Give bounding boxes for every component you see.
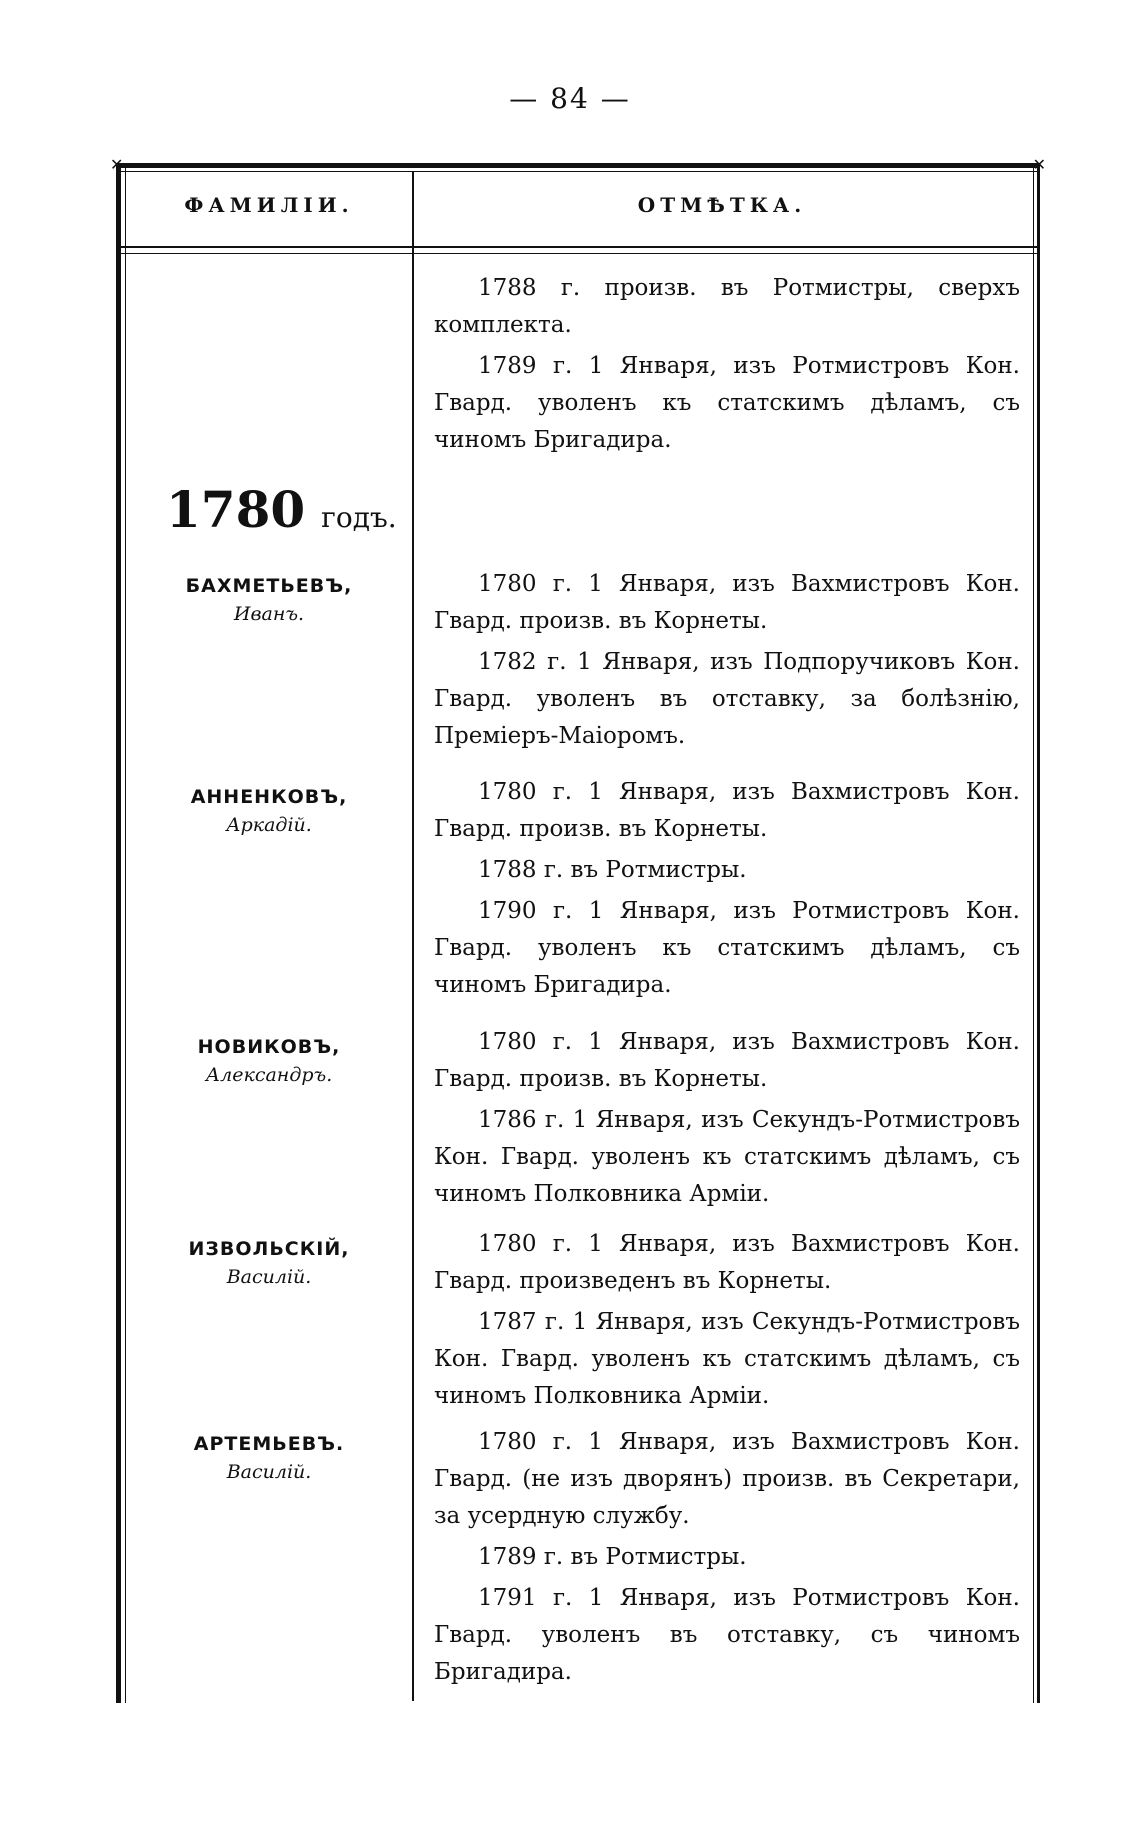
note-paragraph: 1780 г. 1 Января, изъ Вахмистровъ Кон. Гвард. произв. въ Корнеты. <box>434 779 1020 842</box>
note-paragraph: 1780 г. 1 Января, изъ Вахмистровъ Кон. Гвард. произв. въ Корнеты. <box>434 1029 1020 1092</box>
entry-notes <box>434 1024 1020 1217</box>
note-paragraph: 1780 г. 1 Января, изъ Вахмистровъ Кон. Гвард. произведенъ въ Корнеты. <box>434 1231 1020 1294</box>
note-paragraph: 1786 г. 1 Января, изъ Секундъ-Ротмистровъ Кон. Гвард. уволенъ къ статскимъ дѣламъ, съ чиномъ Полковника Армiи. <box>434 1107 1020 1207</box>
given-name: Аркадiй. <box>226 814 312 836</box>
note-paragraph: 1787 г. 1 Января, изъ Секундъ-Ротмистровъ Кон. Гвард. уволенъ къ статскимъ дѣламъ, съ чиномъ Полковника Армiи. <box>434 1309 1020 1409</box>
person-name <box>126 1036 412 1086</box>
given-name: Иванъ. <box>233 603 305 625</box>
person-name <box>126 1238 412 1288</box>
surname: БАХМЕТЬЕВЪ, <box>185 575 353 597</box>
note-paragraph: 1789 г. въ Ротмистры. <box>478 1544 747 1570</box>
surname: НОВИКОВЪ, <box>197 1036 341 1058</box>
header-rule <box>116 246 1040 248</box>
given-name: Александръ. <box>205 1064 333 1086</box>
column-divider <box>412 171 414 1701</box>
entry-notes <box>434 566 1020 759</box>
note-paragraph: 1789 г. 1 Января, изъ Ротмистровъ Кон. Гвард. уволенъ къ статскимъ дѣламъ, съ чиномъ Бригадира. <box>434 353 1020 453</box>
note-paragraph: 1790 г. 1 Января, изъ Ротмистровъ Кон. Гвард. уволенъ къ статскимъ дѣламъ, съ чиномъ Бригадира. <box>434 898 1020 998</box>
person-name <box>126 786 412 836</box>
entry-notes <box>434 774 1020 1008</box>
header-rule-thin <box>116 253 1040 254</box>
right-border <box>1037 163 1040 1703</box>
page-number: — 84 — <box>509 82 631 115</box>
right-border-thin <box>1033 163 1034 1703</box>
note-paragraph: 1780 г. 1 Января, изъ Вахмистровъ Кон. Гвард. произв. въ Корнеты. <box>434 571 1020 634</box>
top-rule-thin <box>116 171 1040 172</box>
column-header-notes: ОТМѢТКА. <box>637 193 807 217</box>
surname: ИЗВОЛЬСКIЙ, <box>188 1238 350 1260</box>
given-name: Василiй. <box>226 1266 312 1288</box>
year-number: 1780 <box>166 480 306 539</box>
note-paragraph: 1782 г. 1 Января, изъ Подпоручиковъ Кон. Гвард. уволенъ въ отставку, за болѣзнiю, Премiеръ-Маiоромъ. <box>434 649 1020 749</box>
given-name: Василiй. <box>226 1461 312 1483</box>
corner-ornament-left: ✕ <box>110 155 124 174</box>
entry-notes <box>434 1226 1020 1419</box>
note-paragraph: 1780 г. 1 Января, изъ Вахмистровъ Кон. Гвард. (не изъ дворянъ) произв. въ Секретари, за усердную службу. <box>434 1429 1020 1529</box>
corner-ornament-right: ✕ <box>1032 155 1046 174</box>
left-border <box>116 163 121 1703</box>
note-paragraph: 1788 г. въ Ротмистры. <box>478 857 747 883</box>
column-header-names: ФАМИЛIИ. <box>184 193 354 217</box>
entry-notes <box>434 1424 1020 1695</box>
top-rule <box>116 163 1040 168</box>
person-name <box>126 1433 412 1483</box>
person-name <box>126 575 412 625</box>
year-word: годъ. <box>321 501 397 534</box>
note-paragraph: 1791 г. 1 Января, изъ Ротмистровъ Кон. Гвард. уволенъ въ отставку, съ чиномъ Бригадира. <box>434 1585 1020 1685</box>
carryover-notes <box>434 270 1020 463</box>
note-paragraph: 1788 г. произв. въ Ротмистры, сверхъ комплекта. <box>434 275 1020 338</box>
year-heading <box>166 480 397 539</box>
surname: АРТЕМЬЕВЪ. <box>193 1433 345 1455</box>
surname: АННЕНКОВЪ, <box>190 786 348 808</box>
